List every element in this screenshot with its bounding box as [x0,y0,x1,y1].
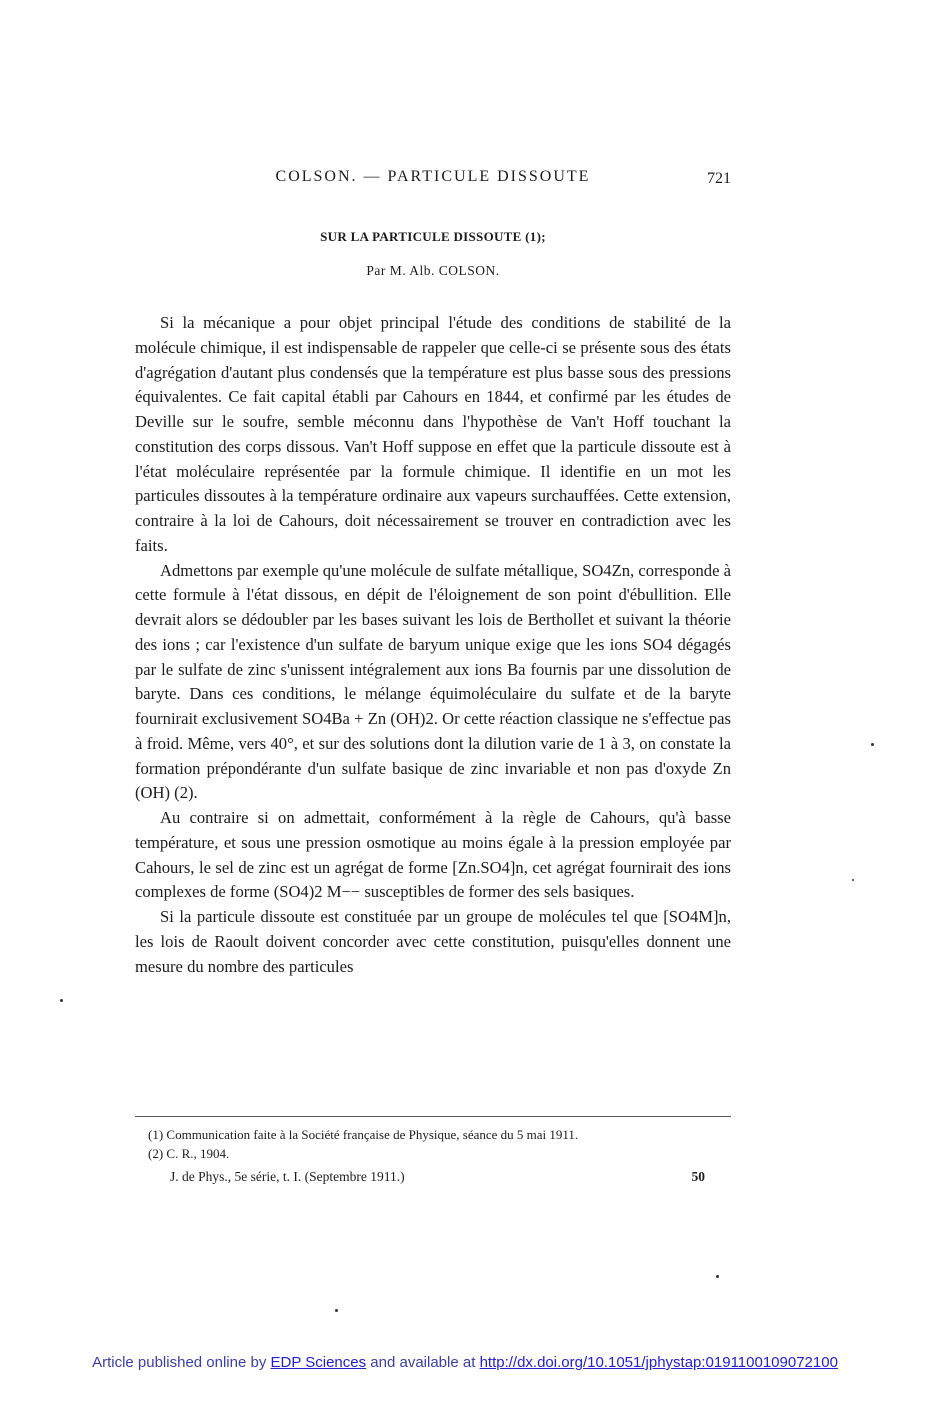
scan-speck [871,743,874,746]
paragraph-4: Si la particule dissoute est constituée par un groupe de molécules tel que [SO4M]n, les lois de Raoult doivent concorder avec cette constitution, puisqu'elles donnent une mesure du nombre des particules [135,907,731,976]
publication-banner [0,1354,930,1371]
running-header [135,168,731,190]
journal-reference: J. de Phys., 5e série, t. I. (Septembre 1911.) [170,1169,405,1184]
author-line: Par M. Alb. COLSON. [366,263,500,278]
scan-speck [852,879,854,881]
scan-speck [716,1275,719,1278]
scan-speck [60,999,63,1002]
footnote-rule [135,1116,731,1117]
banner-prefix: Article published online by [92,1354,267,1371]
footnote-2: (2) C. R., 1904. [148,1146,230,1161]
paragraph-1: Si la mécanique a pour objet principal l'étude des conditions de stabilité de la molécule chimique, il est indispensable de rappeler que celle-ci se présente sous des états d'agrégation d'autant plus condensés que la température est plus basse sous des pressions équivalentes. Ce fait capital établi par Cahours en 1844, et confirmé par les études de Deville sur le soufre, semble méconnu dans l'hypothèse de Van't Hoff touchant la constitution des corps dissous. Van't Hoff suppose en effet que la particule dissoute est à l'état moléculaire représentée par la formule chimique. Il identifie en un mot les particules dissoutes à la température ordinaire aux vapeurs surchauffées. Cette extension, contraire à la loi de Cahours, doit nécessairement se trouver en contradiction avec les faits. [135,313,731,555]
running-title: COLSON. — PARTICULE DISSOUTE [275,168,591,185]
paragraph-2: Admettons par exemple qu'une molécule de sulfate métallique, SO4Zn, corresponde à cette formule à l'état dissous, en dépit de l'éloignement de son point d'ébullition. Elle devrait alors se dédoubler par les bases suivant les lois de Berthollet et suivant la théorie des ions ; car l'existence d'un sulfate de baryum unique exige que les ions SO4 dégagés par le sulfate de zinc s'unissent intégralement aux ions Ba fournis par une dissolution de baryte. Dans ces conditions, le mélange équimoléculaire du sulfate et de la baryte fournirait exclusivement SO4Ba + Zn (OH)2. Or cette réaction classique ne s'effectue pas à froid. Même, vers 40°, et sur des solutions dont la dilution varie de 1 à 3, on constate la formation prépondérante d'un sulfate basique de zinc invariable et non pas d'oxyde Zn (OH) (2). [135,560,731,803]
article-title: SUR LA PARTICULE DISSOUTE (1); [320,229,546,244]
article-body [135,311,731,979]
scan-speck [335,1309,338,1312]
page-number: 721 [707,170,731,187]
journal-footer [170,1169,705,1189]
banner-middle: and available at [370,1354,476,1371]
paragraph-3: Au contraire si on admettait, conformément à la règle de Cahours, qu'à basse température, et sous une pression osmotique au moins égale à la pression employée par Cahours, le sel de zinc est un agrégat de forme [Zn.SO4]n, cet agrégat fournirait des ions complexes de forme (SO4)2 M−− susceptibles de former des sels basiques. [135,808,731,902]
footnotes [148,1125,731,1163]
doi-link[interactable]: http://dx.doi.org/10.1051/jphystap:0191100109072100 [479,1354,838,1371]
sheet-number: 50 [691,1169,705,1184]
footnote-1: (1) Communication faite à la Société française de Physique, séance du 5 mai 1911. [148,1127,579,1142]
publisher-link[interactable]: EDP Sciences [270,1354,367,1371]
